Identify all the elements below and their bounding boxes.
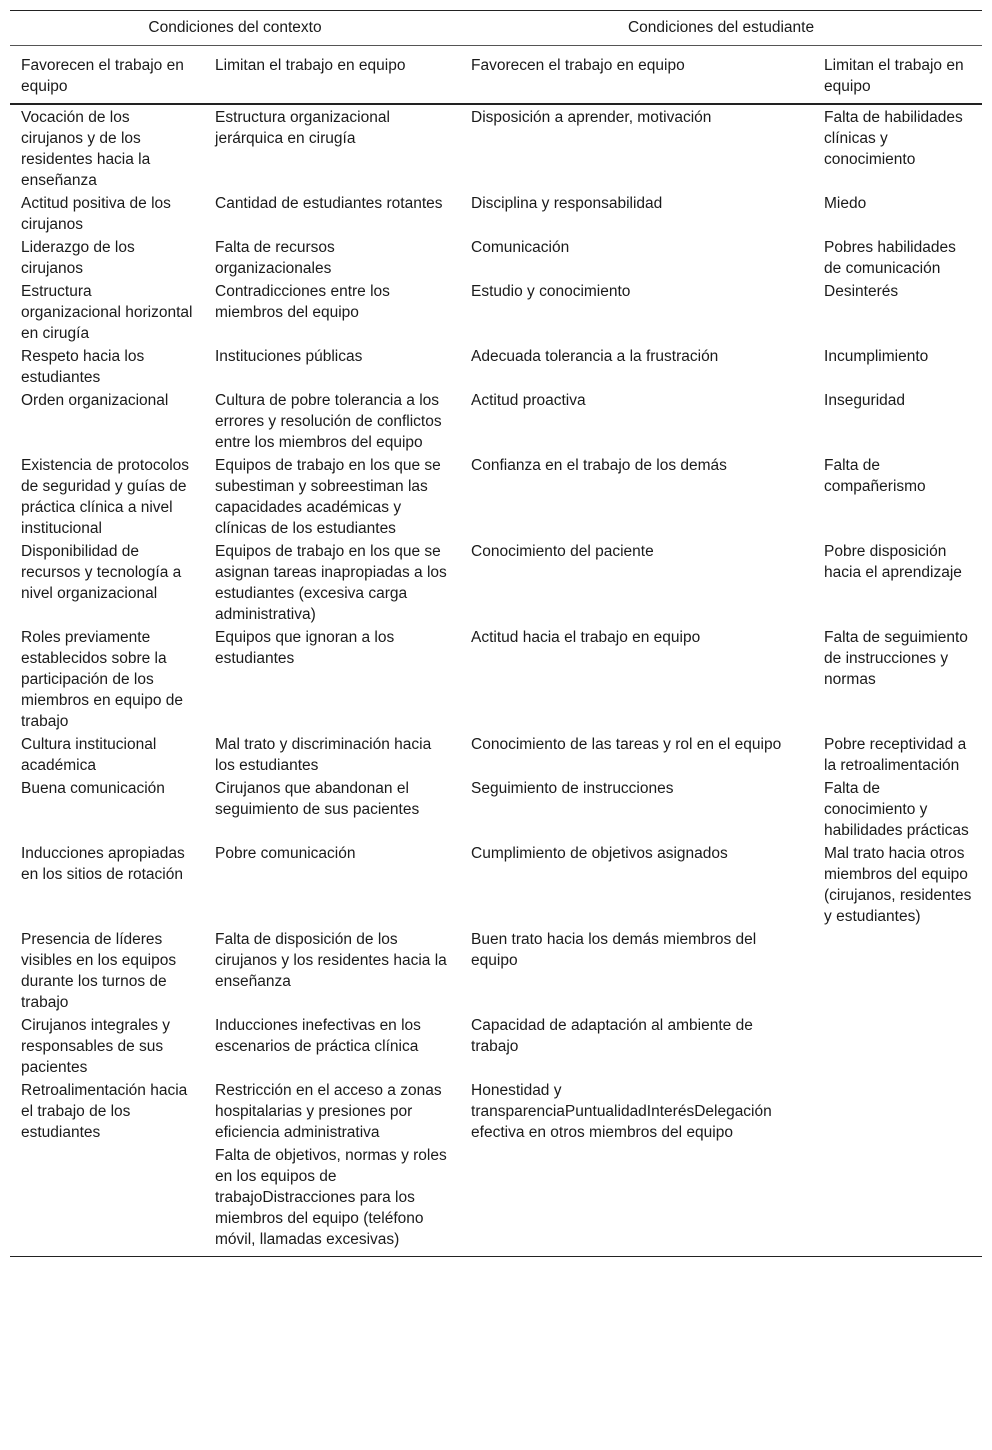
table-row — [10, 1079, 982, 1144]
cell-student-limit — [813, 1079, 982, 1144]
column-header-student-limit: Limitan el trabajo en equipo — [813, 46, 982, 105]
cell-student-favor: Cumplimiento de objetivos asignados — [471, 845, 728, 862]
cell-student-favor: Seguimiento de instrucciones — [471, 780, 674, 797]
table-row — [10, 777, 982, 842]
table-row — [10, 626, 982, 733]
cell-context-limit: Restricción en el acceso a zonas hospitalarias y presiones por eficiencia administrativa — [215, 1082, 442, 1141]
table-row — [10, 192, 982, 236]
cell-student-limit: Pobres habilidades de comunicación — [824, 239, 956, 277]
table-row — [10, 733, 982, 777]
cell-student-limit: Falta de compañerismo — [824, 457, 926, 495]
cell-context-limit: Instituciones públicas — [215, 348, 363, 365]
table-row — [10, 842, 982, 928]
cell-student-favor: Disciplina y responsabilidad — [471, 195, 663, 212]
cell-student-favor: Actitud proactiva — [471, 392, 586, 409]
table-row — [10, 280, 982, 345]
cell-context-favor: Respeto hacia los estudiantes — [21, 348, 145, 386]
cell-student-favor — [460, 1144, 813, 1257]
cell-context-limit: Pobre comunicación — [215, 845, 356, 862]
cell-student-favor: Buen trato hacia los demás miembros del equipo — [471, 931, 757, 969]
table-row — [10, 928, 982, 1014]
cell-context-favor: Existencia de protocolos de seguridad y guías de práctica clínica a nivel institucional — [21, 457, 190, 537]
table-row — [10, 236, 982, 280]
cell-context-favor: Liderazgo de los cirujanos — [21, 239, 135, 277]
cell-context-limit: Equipos de trabajo en los que se asignan tareas inapropiadas a los estudiantes (excesiva carga administrativa) — [215, 543, 447, 623]
cell-context-favor: Vocación de los cirujanos y de los residentes hacia la enseñanza — [21, 109, 151, 189]
cell-context-limit: Mal trato y discriminación hacia los estudiantes — [215, 736, 432, 774]
group-header-row — [10, 11, 982, 46]
cell-context-limit: Estructura organizacional jerárquica en cirugía — [215, 109, 390, 147]
cell-student-favor: Confianza en el trabajo de los demás — [471, 457, 727, 474]
cell-context-favor: Cultura institucional académica — [21, 736, 157, 774]
table-row — [10, 1014, 982, 1079]
cell-student-limit: Pobre disposición hacia el aprendizaje — [824, 543, 962, 581]
table-row — [10, 345, 982, 389]
cell-context-favor: Disponibilidad de recursos y tecnología a nivel organizacional — [21, 543, 182, 602]
cell-student-favor: Capacidad de adaptación al ambiente de trabajo — [471, 1017, 753, 1055]
cell-student-limit — [813, 928, 982, 1014]
cell-context-favor: Presencia de líderes visibles en los equipos durante los turnos de trabajo — [21, 931, 177, 1011]
cell-student-limit: Miedo — [824, 195, 867, 212]
table-header — [10, 11, 982, 105]
cell-context-limit: Equipos de trabajo en los que se subestiman y sobreestiman las capacidades académicas y clínicas de los estudiantes — [215, 457, 441, 537]
cell-student-limit: Pobre receptividad a la retroalimentación — [824, 736, 967, 774]
column-header-context-limit: Limitan el trabajo en equipo — [204, 46, 460, 105]
cell-student-limit: Desinterés — [824, 283, 899, 300]
column-header-student-favor: Favorecen el trabajo en equipo — [460, 46, 813, 105]
cell-student-favor: Conocimiento de las tareas y rol en el equipo — [471, 736, 782, 753]
table-row — [10, 389, 982, 454]
table-row — [10, 540, 982, 626]
cell-context-favor: Roles previamente establecidos sobre la participación de los miembros en equipo de trabajo — [21, 629, 183, 730]
cell-context-favor: Actitud positiva de los cirujanos — [21, 195, 171, 233]
column-header-context-favor: Favorecen el trabajo en equipo — [10, 46, 204, 105]
cell-context-limit: Cirujanos que abandonan el seguimiento de sus pacientes — [215, 780, 420, 818]
cell-student-favor: Actitud hacia el trabajo en equipo — [471, 629, 701, 646]
cell-context-favor: Estructura organizacional horizontal en cirugía — [21, 283, 193, 342]
cell-context-favor: Buena comunicación — [21, 780, 165, 797]
cell-context-favor: Cirujanos integrales y responsables de sus pacientes — [21, 1017, 171, 1076]
cell-context-limit: Falta de recursos organizacionales — [215, 239, 335, 277]
cell-student-limit: Falta de conocimiento y habilidades prácticas — [824, 780, 969, 839]
cell-student-favor: Disposición a aprender, motivación — [471, 109, 712, 126]
cell-student-limit: Incumplimiento — [824, 348, 929, 365]
cell-student-favor: Comunicación — [471, 239, 570, 256]
cell-student-favor: Adecuada tolerancia a la frustración — [471, 348, 719, 365]
group-header-student: Condiciones del estudiante — [460, 11, 982, 46]
table-row — [10, 1144, 982, 1257]
cell-context-limit: Falta de objetivos, normas y roles en los equipos de trabajoDistracciones para los miembros del equipo (teléfono móvil, llamadas excesivas) — [204, 1144, 460, 1257]
cell-student-limit: Inseguridad — [824, 392, 906, 409]
cell-context-limit: Cantidad de estudiantes rotantes — [215, 195, 443, 212]
cell-student-favor: Estudio y conocimiento — [471, 283, 631, 300]
cell-context-limit: Cultura de pobre tolerancia a los errores y resolución de conflictos entre los miembros del equipo — [215, 392, 442, 451]
column-header-row — [10, 46, 982, 105]
cell-student-limit — [813, 1144, 982, 1257]
cell-context-limit: Equipos que ignoran a los estudiantes — [215, 629, 395, 667]
cell-student-favor: Conocimiento del paciente — [471, 543, 654, 560]
cell-context-limit: Falta de disposición de los cirujanos y los residentes hacia la enseñanza — [215, 931, 447, 990]
cell-student-limit: Falta de habilidades clínicas y conocimiento — [824, 109, 963, 168]
cell-context-favor: Orden organizacional — [21, 392, 169, 409]
table-row — [10, 104, 982, 192]
table-body — [10, 104, 982, 1257]
cell-student-limit — [813, 1014, 982, 1079]
conditions-table — [10, 10, 982, 1257]
cell-student-limit: Falta de seguimiento de instrucciones y normas — [824, 629, 968, 688]
cell-context-favor — [10, 1144, 204, 1257]
cell-context-favor: Retroalimentación hacia el trabajo de los estudiantes — [21, 1082, 188, 1141]
cell-context-limit: Contradicciones entre los miembros del equipo — [215, 283, 390, 321]
cell-student-favor: Honestidad y transparenciaPuntualidadInterésDelegación efectiva en otros miembros del equipo — [471, 1082, 772, 1141]
cell-student-limit: Mal trato hacia otros miembros del equipo (cirujanos, residentes y estudiantes) — [824, 845, 972, 925]
cell-context-limit: Inducciones inefectivas en los escenarios de práctica clínica — [215, 1017, 421, 1055]
table-row — [10, 454, 982, 540]
group-header-context: Condiciones del contexto — [10, 11, 460, 46]
cell-context-favor: Inducciones apropiadas en los sitios de rotación — [21, 845, 185, 883]
